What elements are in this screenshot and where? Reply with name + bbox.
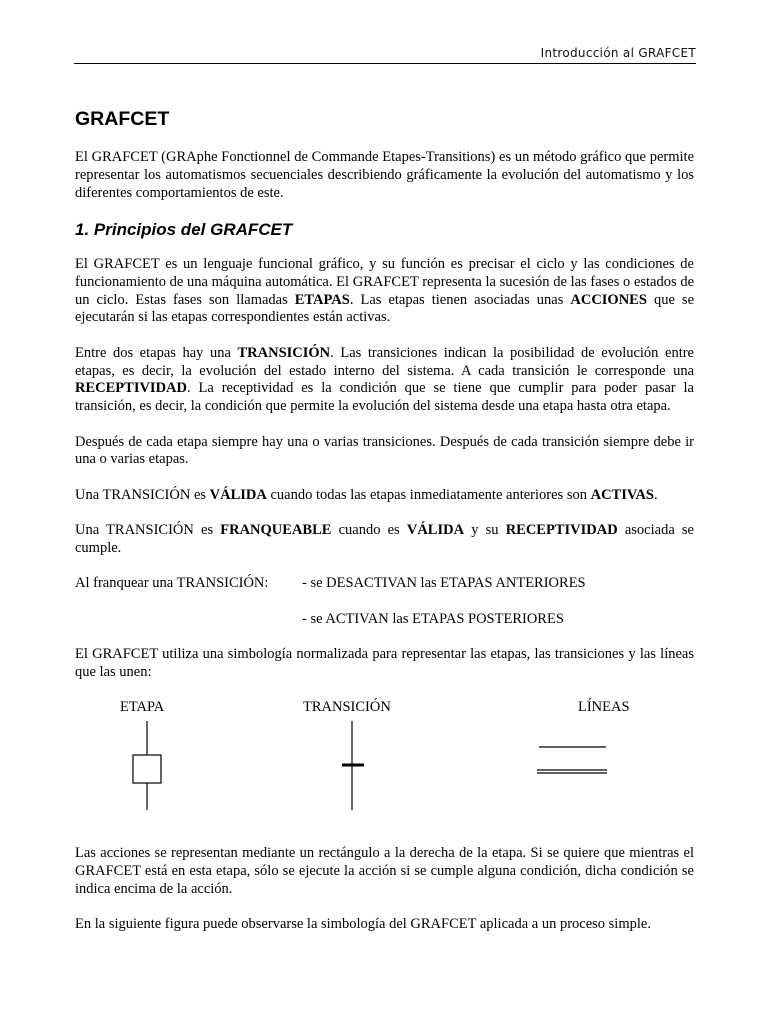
paragraph-sequence: Después de cada etapa siempre hay una o varias transiciones. Después de cada transición siempre debe ir una o varias etapas.	[75, 433, 694, 468]
bold-term-acciones: ACCIONES	[570, 291, 647, 308]
bold-term-receptividad: RECEPTIVIDAD	[505, 522, 618, 539]
text-run: cuando es	[331, 522, 407, 539]
text-run: Una TRANSICIÓN es	[75, 486, 210, 503]
franquear-item-activate: - se ACTIVAN las ETAPAS POSTERIORES	[302, 610, 564, 627]
bold-term-transicion: TRANSICIÓN	[237, 344, 331, 361]
paragraph-principles	[75, 256, 694, 327]
text-run: y su	[464, 522, 506, 539]
running-header: Introducción al GRAFCET	[540, 46, 696, 60]
paragraph-figure-reference: En la siguiente figura puede observarse la simbología del GRAFCET aplicada a un proceso simple.	[75, 916, 651, 933]
paragraph-transition	[75, 345, 694, 416]
paragraph-franqueable	[75, 522, 694, 558]
text-run: . Las transiciones indican la posibilidad de evolución entre etapas, es decir, la evolución del estado interno del sistema. A cada transición le corresponde una	[75, 344, 694, 379]
header-rule	[74, 63, 696, 64]
paragraph-symbology: El GRAFCET utiliza una simbología normalizada para representar las etapas, las transiciones y las líneas que las unen:	[75, 646, 694, 680]
franquear-rule-2	[75, 611, 694, 629]
symbol-label-transicion: TRANSICIÓN	[303, 699, 391, 716]
symbology-drawing	[75, 699, 694, 811]
paragraph-valida	[75, 487, 694, 505]
bold-term-receptividad: RECEPTIVIDAD	[75, 380, 187, 397]
text-run: . La receptividad es la condición que se tiene que cumplir para poder pasar la transición, es decir, la condición que permite la evolución del sistema desde una etapa hasta otra etapa.	[75, 380, 694, 415]
text-run: El GRAFCET es un lenguaje funcional gráfico, y su función es precisar el ciclo y las condiciones de funcionamiento de una máquina automática. El GRAFCET representa la sucesión de las fases o estados de un ciclo. Estas fases son llamadas	[75, 255, 694, 308]
symbol-label-lineas: LÍNEAS	[578, 699, 630, 716]
text-run: Entre dos etapas hay una	[75, 344, 238, 361]
paragraph-actions: Las acciones se representan mediante un rectángulo a la derecha de la etapa. Si se quiere que mientras el GRAFCET está en esta etapa, sólo se ejecute la acción si se cumple alguna condición, dicha condición se indica encima de la acción.	[75, 845, 694, 897]
etapa-symbol	[133, 721, 161, 810]
text-run: cuando todas las etapas inmediatamente anteriores son	[266, 486, 591, 503]
lineas-symbol	[537, 747, 607, 773]
section-heading: 1. Principios del GRAFCET	[75, 219, 293, 239]
franquear-item-deactivate: - se DESACTIVAN las ETAPAS ANTERIORES	[302, 575, 586, 592]
transicion-symbol	[342, 721, 364, 810]
franquear-label: Al franquear una TRANSICIÓN:	[75, 575, 269, 592]
bold-term-activas: ACTIVAS	[590, 486, 654, 503]
bold-term-etapas: ETAPAS	[294, 291, 350, 308]
bold-term-valida: VÁLIDA	[406, 522, 465, 539]
text-run: .	[654, 486, 658, 503]
text-run: Una TRANSICIÓN es	[75, 522, 221, 539]
text-run: que se ejecutarán si las etapas correspondientes están activas.	[75, 291, 694, 326]
document-body	[75, 108, 694, 952]
symbology-figure	[75, 699, 694, 809]
bold-term-franqueable: FRANQUEABLE	[220, 522, 332, 539]
bold-term-valida: VÁLIDA	[209, 486, 267, 503]
text-run: asociada se cumple.	[75, 522, 694, 556]
symbol-label-etapa: ETAPA	[120, 699, 165, 716]
intro-paragraph: El GRAFCET (GRAphe Fonctionnel de Commande Etapes-Transitions) es un método gráfico que permite representar los automatismos secuenciales describiendo gráficamente la evolución del automatismo y los diferentes comportamientos de este.	[75, 149, 694, 201]
text-run: . Las etapas tienen asociadas unas	[349, 291, 571, 308]
franquear-label-spacer	[75, 611, 302, 629]
document-title: GRAFCET	[75, 108, 170, 130]
franquear-rule-1	[75, 575, 694, 593]
